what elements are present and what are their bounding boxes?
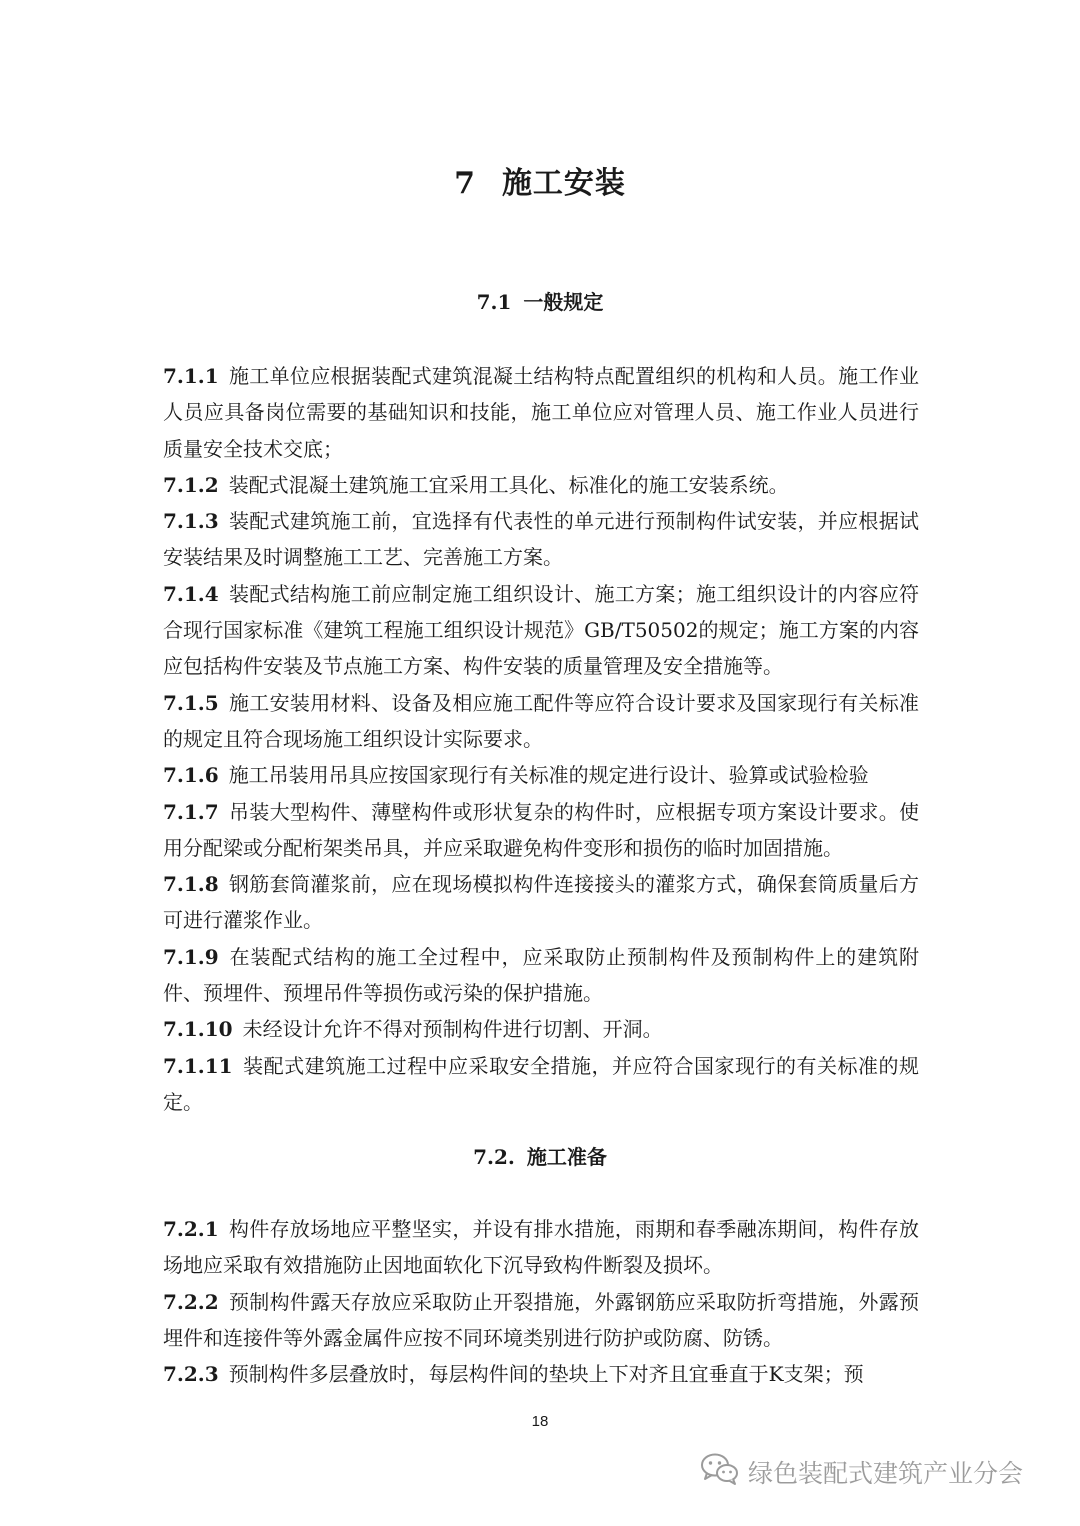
wechat-icon: [700, 1452, 748, 1492]
chapter-title: [0, 158, 1080, 202]
clause-7-1-5: [163, 685, 919, 758]
clause-text: 施工安装用材料、设备及相应施工配件等应符合设计要求及国家现行有关标准的规定且符合现场施工组织设计实际要求。: [163, 690, 919, 751]
clause-text: 装配式建筑施工前，宜选择有代表性的单元进行预制构件试安装，并应根据试安装结果及时调整施工工艺、完善施工方案。: [163, 509, 919, 570]
clause-number: 7.1.11: [163, 1053, 233, 1078]
clause-number: 7.1.5: [163, 690, 219, 715]
watermark: [700, 1452, 1023, 1492]
clause-number: 7.2.1: [163, 1217, 219, 1241]
clause-text: 预制构件多层叠放时，每层构件间的垫块上下对齐且宜垂直于K支架；预: [228, 1362, 864, 1387]
clause-text: 在装配式结构的施工全过程中，应采取防止预制构件及预制构件上的建筑附件、预埋件、预埋吊件等损伤或污染的保护措施。: [163, 944, 919, 1006]
chapter-title-text: 施工安装: [501, 166, 626, 201]
clause-text: 装配式建筑施工过程中应采取安全措施，并应符合国家现行的有关标准的规定。: [163, 1053, 919, 1114]
clause-text: 装配式结构施工前应制定施工组织设计、施工方案；施工组织设计的内容应符合现行国家标准《建筑工程施工组织设计规范》GB/T50502的规定；施工方案的内容应包括构件安装及节点施工方案、构件安装的质量管理及安全措施等。: [163, 581, 919, 679]
clause-text: 构件存放场地应平整坚实，并设有排水措施，雨期和春季融冻期间，构件存放场地应采取有效措施防止因地面软化下沉导致构件断裂及损坏。: [163, 1217, 919, 1278]
page-number: 18: [531, 1413, 549, 1430]
section-number: 7.2.: [473, 1145, 515, 1169]
clause-7-1-8: [163, 866, 919, 939]
clause-number: 7.1.7: [163, 799, 219, 824]
clause-number: 7.1.8: [163, 872, 219, 897]
clause-text: 施工单位应根据装配式建筑混凝土结构特点配置组织的机构和人员。施工作业人员应具备岗位需要的基础知识和技能，施工单位应对管理人员、施工作业人员进行质量安全技术交底；: [163, 364, 919, 461]
section-7-2-clauses: [163, 1211, 919, 1392]
clause-text: 未经设计允许不得对预制构件进行切割、开洞。: [242, 1017, 663, 1042]
section-heading-7-1: [0, 286, 1080, 315]
section-7-1-clauses: [163, 358, 919, 1120]
clause-text: 吊装大型构件、薄壁构件或形状复杂的构件时，应根据专项方案设计要求。使用分配梁或分配桁架类吊具，并应采取避免构件变形和损伤的临时加固措施。: [163, 799, 919, 860]
clause-number: 7.2.3: [163, 1362, 219, 1387]
clause-text: 预制构件露天存放应采取防止开裂措施，外露钢筋应采取防折弯措施，外露预埋件和连接件等外露金属件应按不同环境类别进行防护或防腐、防锈。: [163, 1289, 919, 1350]
clause-7-1-6: [163, 757, 919, 793]
clause-7-2-3: [163, 1356, 919, 1392]
clause-7-2-1: [163, 1211, 919, 1284]
clause-text: 钢筋套筒灌浆前，应在现场模拟构件连接接头的灌浆方式，确保套筒质量后方可进行灌浆作业。: [163, 872, 919, 933]
clause-number: 7.1.6: [163, 763, 219, 788]
clause-7-1-3: [163, 503, 919, 576]
clause-7-1-2: [163, 467, 919, 503]
clause-7-1-11: [163, 1048, 919, 1121]
clause-7-1-7: [163, 794, 919, 867]
section-title-text: 施工准备: [526, 1145, 607, 1169]
watermark-text: 绿色装配式建筑产业分会: [748, 1459, 1024, 1488]
chapter-number: 7: [454, 166, 476, 201]
clause-number: 7.1.10: [163, 1017, 233, 1042]
section-number: 7.1: [476, 290, 512, 314]
clause-number: 7.1.4: [163, 581, 219, 606]
clause-7-1-1: [163, 358, 919, 467]
clause-text: 装配式混凝土建筑施工宜采用工具化、标准化的施工安装系统。: [228, 472, 789, 497]
clause-7-1-10: [163, 1011, 919, 1047]
clause-number: 7.1.3: [163, 509, 219, 534]
section-heading-7-2: [0, 1141, 1080, 1170]
clause-number: 7.1.1: [163, 364, 219, 388]
section-title-text: 一般规定: [523, 290, 604, 314]
clause-number: 7.1.2: [163, 472, 219, 497]
clause-text: 施工吊装用吊具应按国家现行有关标准的规定进行设计、验算或试验检验: [228, 763, 869, 788]
clause-7-2-2: [163, 1284, 919, 1357]
clause-7-1-4: [163, 576, 919, 685]
clause-number: 7.1.9: [163, 944, 219, 969]
clause-7-1-9: [163, 939, 919, 1012]
clause-number: 7.2.2: [163, 1289, 219, 1314]
